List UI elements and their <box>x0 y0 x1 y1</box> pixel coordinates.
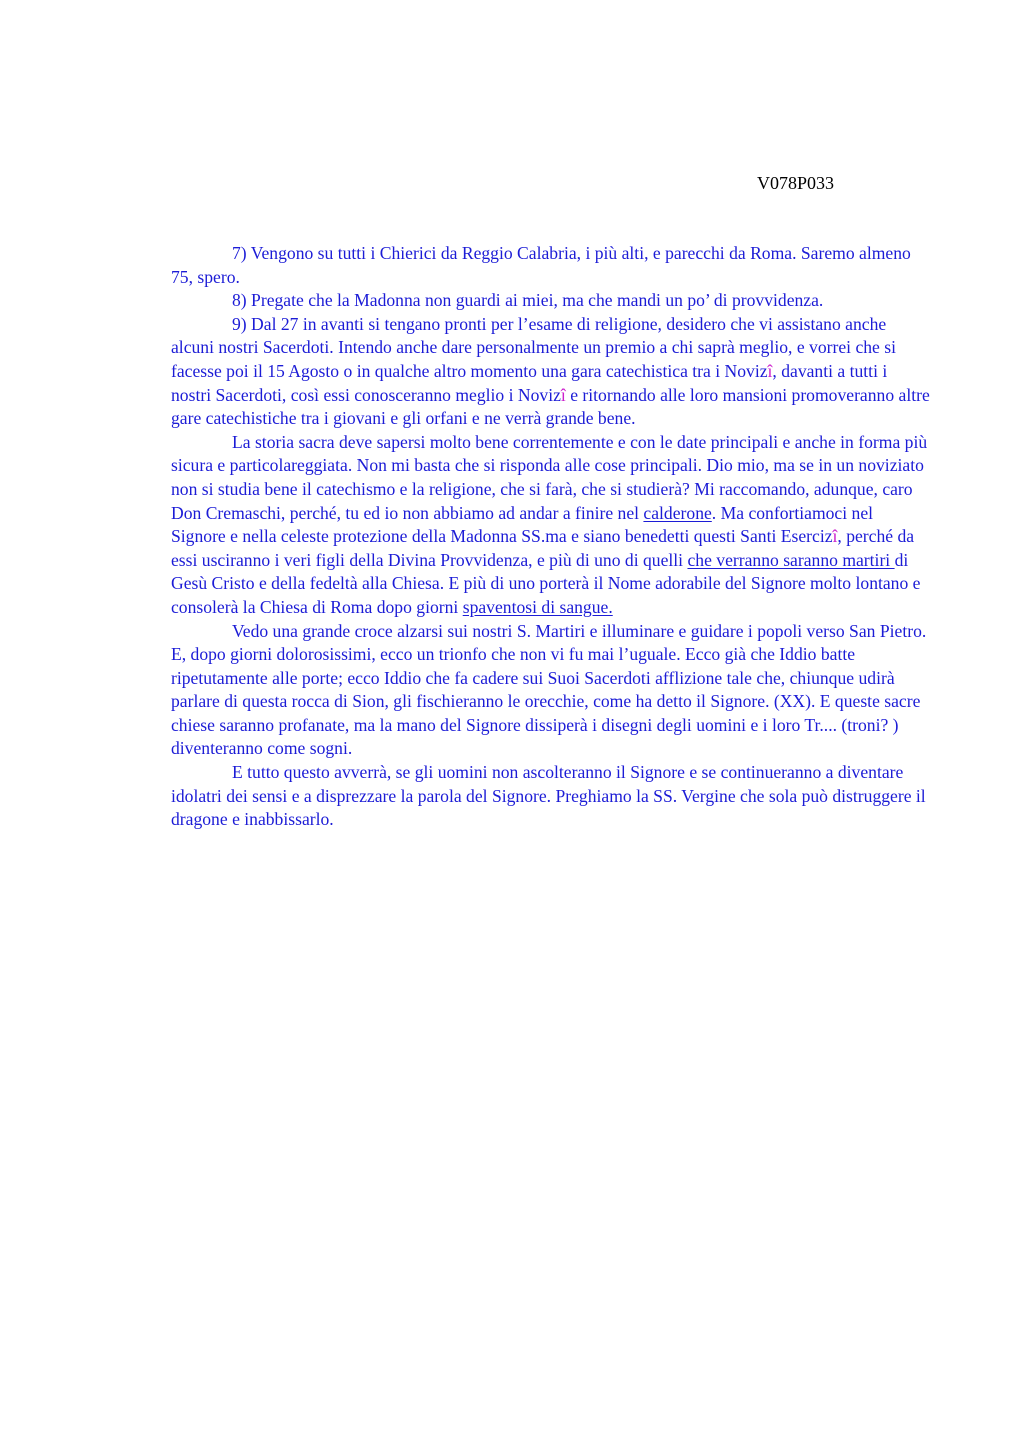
paragraph-storia-sacra <box>171 431 931 620</box>
accent-mark: î <box>560 384 566 405</box>
text-segment: , davanti a tutti i nostri Sacerdoti, così essi conosceranno meglio i Noviz <box>171 360 888 405</box>
text-segment: e ritornando alle loro mansioni promoveranno altre gare catechistiche tra i giovani e gli orfani e ne verrà grande bene. <box>171 384 930 429</box>
letter-body <box>171 242 931 832</box>
page-code: V078P033 <box>757 173 835 193</box>
underlined-martiri: che verranno saranno martiri <box>687 549 895 570</box>
text-segment: E tutto questo avverrà, se gli uomini non ascolteranno il Signore e se continueranno a diventare idolatri dei sensi e a disprezzare la parola del Signore. Preghiamo la SS. Vergine che sola può distruggere il dragone e inabbissarlo. <box>171 762 926 830</box>
text-segment: Vedo una grande croce alzarsi sui nostri S. Martiri e illuminare e guidare i popoli verso San Pietro. E, dopo giorni dolorosissimi, ecco un trionfo che non vi fu mai l’uguale. Ecco già che Iddio batte ripetutamente alle porte; ecco Iddio che fa cadere sui Suoi Sacerdoti afflizione tale che, chiunque udirà parlare di questa rocca di Sion, gli fischieranno le orecchie, come ha detto il Signore. (XX). E queste sacre chiese saranno profanate, ma la mano del Signore dissiperà i disegni degli uomini e i loro Tr.... (troni? ) diventeranno come sogni. <box>171 620 927 759</box>
paragraph-tutto-questo <box>171 761 931 832</box>
text-segment: , perché da essi usciranno i veri figli della Divina Provvidenza, e più di uno di quelli <box>171 526 915 570</box>
text-segment: 7) Vengono su tutti i Chierici da Reggio Calabria, i più alti, e parecchi da Roma. Saremo almeno 75, spero. <box>171 243 911 287</box>
text-segment: 9) Dal 27 in avanti si tengano pronti per l’esame di religione, desidero che vi assistano anche alcuni nostri Sacerdoti. Intendo anche dare personalmente un premio a chi saprà meglio, e vorrei che si facesse poi il 15 Agosto o in qualche altro momento una gara catechistica tra i Noviz <box>171 313 896 381</box>
text-segment: . Ma confortiamoci nel Signore e nella celeste protezione della Madonna SS.ma e siano benedetti questi Santi Eserciz <box>171 502 874 547</box>
paragraph-item-7 <box>171 242 931 289</box>
paragraph-grande-croce <box>171 620 931 762</box>
accent-mark: î <box>767 360 773 381</box>
text-segment: 8) Pregate che la Madonna non guardi ai miei, ma che mandi un po’ di provvidenza. <box>232 290 824 311</box>
text-segment: di Gesù Cristo e della fedeltà alla Chiesa. E più di uno porterà il Nome adorabile del Signore molto lontano e consolerà la Chiesa di Roma dopo giorni <box>171 549 921 617</box>
paragraph-item-9 <box>171 313 931 431</box>
underlined-calderone: calderone <box>643 502 712 523</box>
accent-mark: î <box>832 526 838 547</box>
paragraph-item-8 <box>171 289 931 313</box>
underlined-sangue: spaventosi di sangue. <box>462 596 613 617</box>
text-segment: La storia sacra deve sapersi molto bene correntemente e con le date principali e anche in forma più sicura e particolareggiata. Non mi basta che si risponda alle cose principali. Dio mio, ma se in un noviziato non si studia bene il catechismo e la religione, che si farà, che si studierà? Mi raccomando, adunque, caro Don Cremaschi, perché, tu ed io non abbiamo ad andar a finire nel <box>171 431 928 523</box>
